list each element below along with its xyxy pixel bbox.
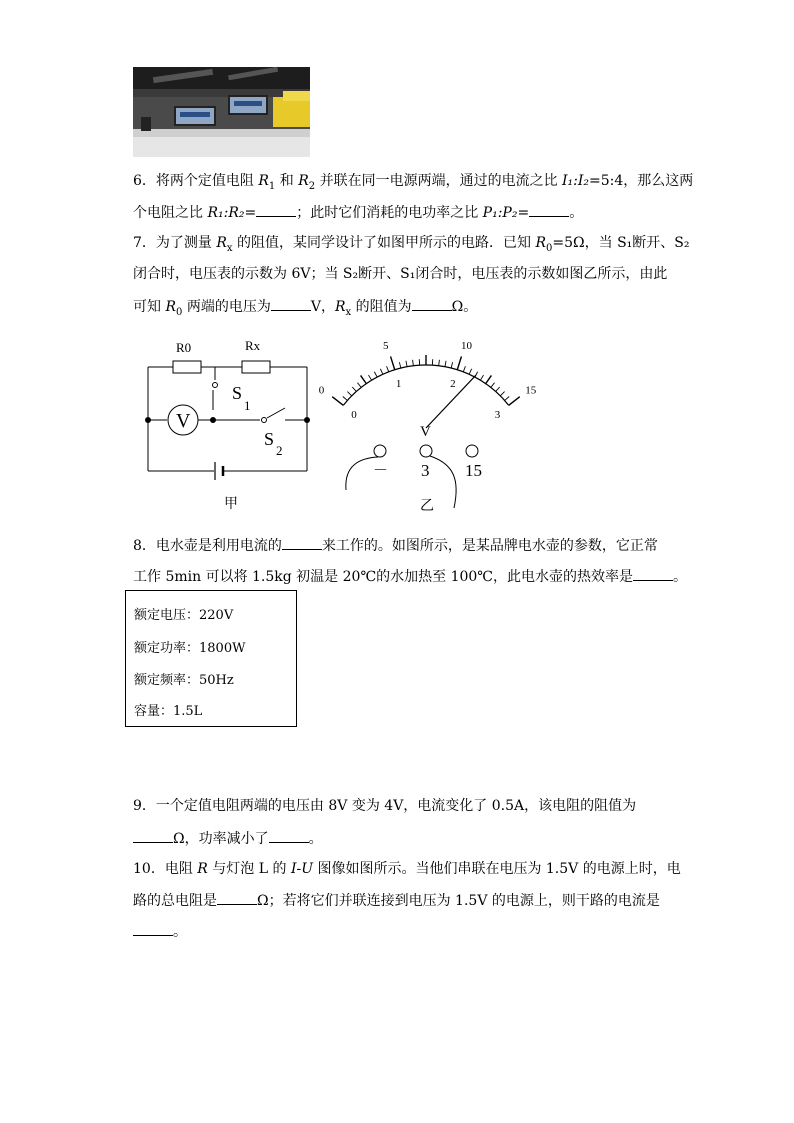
dial-inner-label-3: 3 xyxy=(494,408,501,421)
q6-power-ratio: P₁:P₂ xyxy=(482,205,518,221)
dial-tick xyxy=(380,369,382,374)
q7-text-7: 的阻值为 xyxy=(351,299,412,315)
q8-line2 xyxy=(133,566,687,587)
dial-tick xyxy=(500,392,504,396)
dial-tick xyxy=(387,366,389,372)
dial-tick xyxy=(399,362,400,368)
dial-tick xyxy=(469,369,471,374)
q6-r2: R xyxy=(298,173,309,189)
s1-terminal xyxy=(213,383,218,388)
dial-tick xyxy=(374,372,377,377)
dial-tick xyxy=(357,383,361,388)
dial-inner-labels xyxy=(351,378,500,421)
dial-tick xyxy=(509,397,520,406)
dial-ticks xyxy=(332,355,520,405)
q6-r1: R xyxy=(258,173,269,189)
dial-tick xyxy=(332,397,343,406)
dial-tick xyxy=(368,375,371,380)
resistor-rx xyxy=(242,361,270,373)
dial-tick xyxy=(463,366,465,372)
q6-blank-1[interactable] xyxy=(256,202,296,217)
q7-blank-1[interactable] xyxy=(271,296,311,311)
q9-blank-2[interactable] xyxy=(269,828,309,843)
param-voltage: 额定电压：220V xyxy=(134,608,234,623)
q7-text-4: 闭合时，电压表的示数为 6V；当 S₂断开、S₁闭合时，电压表的示数如图乙所示，由此 xyxy=(133,266,668,282)
usb-photo-drawing xyxy=(133,67,310,157)
q10-blank-2[interactable] xyxy=(133,921,173,936)
q7-rx-b: R xyxy=(334,299,346,315)
q10-line2 xyxy=(133,890,660,911)
terminal-label-negative: － xyxy=(373,463,389,479)
terminal-3 xyxy=(420,445,432,457)
q6-number: 6． xyxy=(133,173,156,189)
param-capacity: 容量：1.5L xyxy=(134,704,203,719)
q6-current-ratio: I₁:I₂ xyxy=(562,173,590,189)
q9-line1 xyxy=(133,796,636,816)
q7-unit-2: Ω。 xyxy=(451,299,478,315)
q7-rx: R xyxy=(216,235,227,251)
q7-text-1: 为了测量 xyxy=(155,235,217,251)
dial-tick xyxy=(352,387,356,391)
q10-r: R xyxy=(197,861,208,877)
q7-r0-b-sub: 0 xyxy=(176,306,183,318)
q8-number: 8． xyxy=(133,538,156,554)
q6-line2 xyxy=(133,202,583,223)
q7-line3 xyxy=(133,296,477,323)
q10-number: 10． xyxy=(133,861,165,877)
q9-text-2: Ω，功率减小了 xyxy=(173,831,269,847)
terminal-label-3: 3 xyxy=(421,461,430,480)
dial-inner-label-1: 1 xyxy=(395,378,402,391)
q10-text-2: 与灯泡 L 的 xyxy=(207,861,291,877)
q6-r1-sub: 1 xyxy=(268,180,276,192)
circuit-caption: 甲 xyxy=(224,497,238,512)
rx-label: Rx xyxy=(245,338,261,353)
q7-unit-1: V， xyxy=(310,299,335,315)
q7-line1 xyxy=(133,233,690,259)
q7-line2 xyxy=(133,264,667,284)
s2-terminal xyxy=(262,418,267,423)
r0-label: R0 xyxy=(176,340,192,355)
q9-number: 9． xyxy=(133,798,156,814)
dial-inner-label-2: 2 xyxy=(450,378,456,391)
dial-tick xyxy=(343,396,347,400)
q8-text-3: 工作 5min 可以将 1.5kg 初温是 20℃的水加热至 100℃，此电水壶的热效率是 xyxy=(133,569,633,585)
q8-end: 。 xyxy=(672,569,687,585)
usb-port-photo xyxy=(133,67,310,157)
circuit-diagram xyxy=(140,330,320,520)
q10-line1 xyxy=(133,859,681,879)
q10-iu: I-U xyxy=(290,861,313,877)
q8-blank-1[interactable] xyxy=(282,535,322,550)
q10-blank-1[interactable] xyxy=(217,890,257,905)
q6-line1 xyxy=(133,171,693,197)
q8-line1 xyxy=(133,535,658,556)
q7-text-6: 两端的电压为 xyxy=(182,299,271,315)
q10-text-3: 图像如图所示。当他们串联在电压为 1.5V 的电源上时，电 xyxy=(313,861,681,877)
q6-text-1: 将两个定值电阻 xyxy=(155,173,259,189)
q6-resistance-ratio: R₁:R₂ xyxy=(207,205,245,221)
dial-tick xyxy=(439,360,440,366)
q10-end: 。 xyxy=(173,924,187,940)
dial-tick xyxy=(505,396,509,400)
q9-text-1: 一个定值电阻两端的电压由 8V 变为 4V，电流变化了 0.5A，该电阻的阻值为 xyxy=(155,798,637,814)
dial-tick xyxy=(391,356,395,369)
q7-r0: R xyxy=(535,235,547,251)
param-frequency: 额定频率：50Hz xyxy=(134,673,234,688)
dial-outer-label-3: 15 xyxy=(525,384,537,397)
q9-blank-1[interactable] xyxy=(133,828,173,843)
q10-text-5: Ω；若将它们并联连接到电压为 1.5V 的电源上，则干路的电流是 xyxy=(257,893,660,909)
q6-text-3: 并联在同一电源两端，通过的电流之比 xyxy=(315,173,563,189)
kettle-parameter-box xyxy=(125,590,297,727)
dial-outer-labels xyxy=(319,340,537,396)
q8-blank-2[interactable] xyxy=(633,566,673,581)
q8-text-2: 来工作的。如图所示，是某品牌电水壶的参数，它正常 xyxy=(321,538,658,554)
q6-eq2: = xyxy=(517,205,530,221)
q9-end: 。 xyxy=(308,831,323,847)
q7-r0-sub: 0 xyxy=(546,242,553,254)
q7-rx-sub: x xyxy=(226,242,233,254)
dial-outer-label-1: 5 xyxy=(382,339,389,352)
s1-sub: 1 xyxy=(244,398,251,413)
q6-r2-sub: 2 xyxy=(308,180,316,192)
s2-sub: 2 xyxy=(276,443,283,458)
voltmeter-label: V xyxy=(176,410,191,432)
q7-number: 7． xyxy=(133,235,156,251)
dial-tick xyxy=(445,361,446,367)
q6-text-4: =5:4，那么这两 xyxy=(589,173,694,189)
dial-tick xyxy=(451,362,452,368)
q8-text-1: 电水壶是利用电流的 xyxy=(155,538,282,554)
q9-line2 xyxy=(133,828,323,849)
s2-blade xyxy=(267,408,285,418)
q10-line3 xyxy=(133,921,187,942)
dial-outer-label-2: 10 xyxy=(461,339,473,352)
dial-tick xyxy=(491,383,495,388)
terminal-negative xyxy=(374,445,386,457)
q6-text-6: ；此时它们消耗的电功率之比 xyxy=(296,205,483,221)
dial-tick xyxy=(413,360,414,366)
q6-end: 。 xyxy=(569,205,584,221)
dial-tick xyxy=(406,361,407,367)
q7-r0-b: R xyxy=(165,299,176,315)
q7-text-5: 可知 xyxy=(133,299,166,315)
q6-eq: = xyxy=(244,205,257,221)
dial-tick xyxy=(457,356,461,369)
q7-text-2: 的阻值，某同学设计了如图甲所示的电路．已知 xyxy=(232,235,536,251)
dial-tick xyxy=(496,387,500,391)
dial-outer-label-0: 0 xyxy=(318,384,325,397)
q6-text-2: 和 xyxy=(275,173,299,189)
voltmeter-dial xyxy=(318,339,537,515)
dial-tick xyxy=(361,375,367,383)
q10-text-4: 路的总电阻是 xyxy=(133,893,217,909)
q6-text-5: 个电阻之比 xyxy=(133,205,208,221)
q7-text-3: =5Ω，当 S₁断开、S₂ xyxy=(552,235,690,251)
dial-v-label: V xyxy=(420,424,431,440)
resistor-r0 xyxy=(173,361,201,373)
dial-caption: 乙 xyxy=(420,499,434,514)
s1-label: S xyxy=(232,383,243,403)
terminal-15 xyxy=(466,445,478,457)
q10-text-1: 电阻 xyxy=(164,861,198,877)
dial-tick xyxy=(480,375,483,380)
dial-tick xyxy=(347,392,351,396)
terminal-label-15: 15 xyxy=(465,461,482,480)
param-power: 额定功率：1800W xyxy=(134,641,246,656)
q7-rx-b-sub: x xyxy=(345,306,352,318)
dial-arc xyxy=(343,365,508,405)
q6-blank-2[interactable] xyxy=(529,202,569,217)
s2-label: S xyxy=(264,429,275,449)
dial-inner-label-0: 0 xyxy=(351,408,357,421)
dial-tick xyxy=(486,375,492,383)
q7-blank-2[interactable] xyxy=(412,296,452,311)
